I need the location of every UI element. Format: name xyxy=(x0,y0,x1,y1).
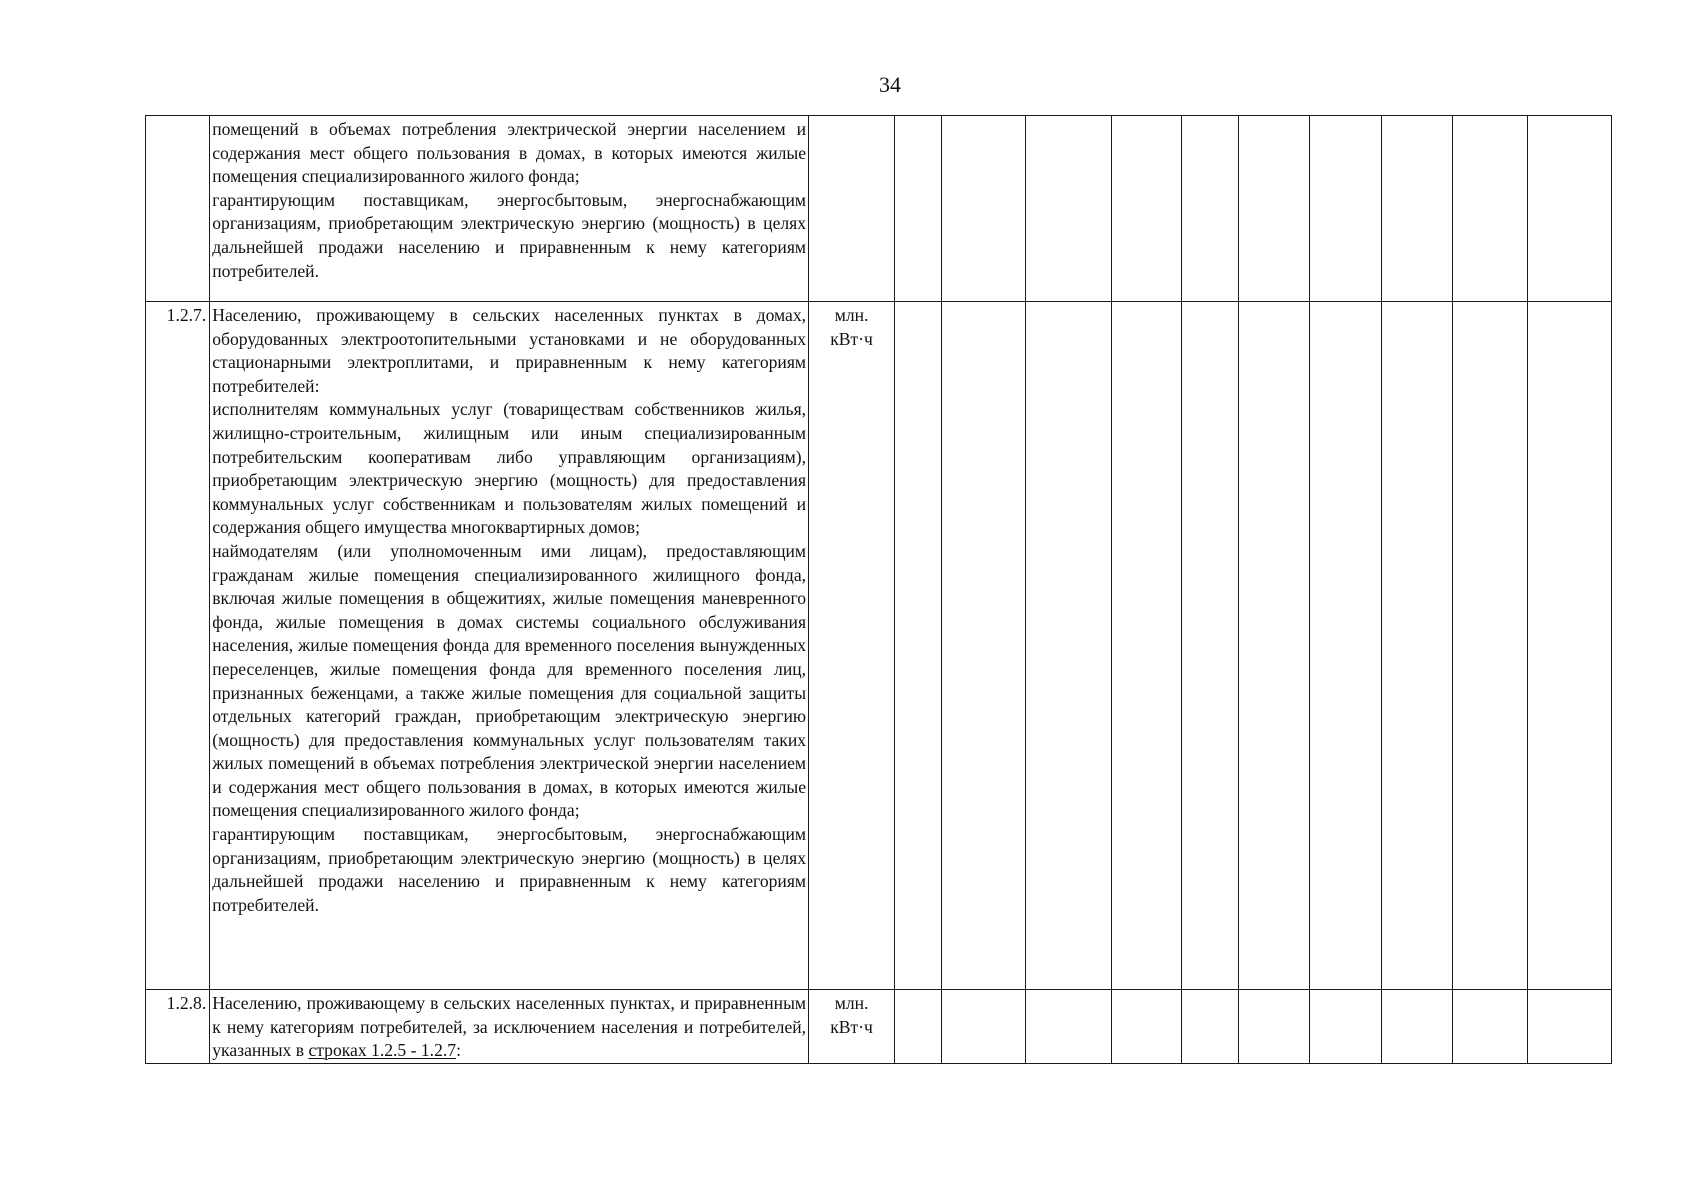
empty-value-cell xyxy=(1238,116,1309,302)
row-unit: млн. кВт·ч xyxy=(809,990,895,1064)
empty-value-cell xyxy=(895,116,942,302)
empty-value-cell xyxy=(1025,302,1111,990)
empty-value-cell xyxy=(1181,302,1238,990)
empty-value-cell xyxy=(1528,302,1612,990)
empty-value-cell xyxy=(1181,990,1238,1064)
rows-reference-link[interactable]: строках 1.2.5 - 1.2.7 xyxy=(308,1040,457,1061)
empty-value-cell xyxy=(1025,116,1111,302)
description-paragraph: гарантирующим поставщикам, энергосбытовым, энергоснабжающим организациям, приобретающим электрическую энергию (мощность) в целях дальнейшей продажи населению и приравненным к нему категориям потребителей. xyxy=(212,189,807,281)
empty-value-cell xyxy=(1025,990,1111,1064)
row-description xyxy=(210,116,809,302)
empty-value-cell xyxy=(1453,990,1528,1064)
empty-value-cell xyxy=(1310,990,1381,1064)
row-description xyxy=(210,990,809,1064)
description-paragraph: исполнителям коммунальных услуг (товариществам собственников жилья, жилищно-строительным, жилищным или иным специализированным потребительским кооперативам либо управляющим организациям), приобретающим электрическую энергию (мощность) для предоставления коммунальных услуг собственникам и пользователям жилых помещений и содержания общего имущества многоквартирных домов; xyxy=(212,399,807,538)
empty-value-cell xyxy=(1111,990,1181,1064)
description-paragraph: наймодателям (или уполномоченным ими лицам), предоставляющим гражданам жилые помещения специализированного жилищного фонда, включая жилые помещения в общежитиях, жилые помещения маневренного фонда, жилые помещения в домах системы социального обслуживания населения, жилые помещения фонда для временного поселения вынужденных переселенцев, жилые помещения фонда для временного поселения лиц, признанных беженцами, а также жилые помещения для социальной защиты отдельных категорий граждан, приобретающим электрическую энергию (мощность) для предоставления коммунальных услуг пользователям таких жилых помещений в объемах потребления электрической энергии населением и содержания мест общего пользования в домах, в которых имеются жилые помещения специализированного жилого фонда; xyxy=(212,540,807,821)
report-table xyxy=(145,115,1612,1064)
empty-value-cell xyxy=(1238,302,1309,990)
description-paragraph: Населению, проживающему в сельских населенных пунктах, и приравненным к нему категориям потребителей, за исключением населения и потребителей, указанных в строках 1.2.5 - 1.2.7: xyxy=(212,993,807,1061)
empty-value-cell xyxy=(941,116,1025,302)
empty-value-cell xyxy=(1310,116,1381,302)
row-number xyxy=(146,116,210,302)
empty-value-cell xyxy=(941,302,1025,990)
row-unit xyxy=(809,116,895,302)
table-row-continuation xyxy=(146,116,1612,302)
description-paragraph: Населению, проживающему в сельских населенных пунктах в домах, оборудованных электроотопительными установками и не оборудованных стационарными электроплитами, и приравненным к нему категориям потребителей: xyxy=(212,305,807,396)
empty-value-cell xyxy=(1381,990,1452,1064)
empty-value-cell xyxy=(895,990,942,1064)
empty-value-cell xyxy=(1111,116,1181,302)
description-paragraph: гарантирующим поставщикам, энергосбытовым, энергоснабжающим организациям, приобретающим электрическую энергию (мощность) в целях дальнейшей продажи населению и приравненным к нему категориям потребителей. xyxy=(212,824,807,915)
empty-value-cell xyxy=(1181,116,1238,302)
table-row-1-2-7 xyxy=(146,302,1612,990)
empty-value-cell xyxy=(1453,302,1528,990)
empty-value-cell xyxy=(1310,302,1381,990)
empty-value-cell xyxy=(1453,116,1528,302)
row-description xyxy=(210,302,809,990)
page-number: 34 xyxy=(879,72,901,97)
empty-value-cell xyxy=(1528,990,1612,1064)
empty-value-cell xyxy=(1381,302,1452,990)
description-paragraph: помещений в объемах потребления электрической энергии населением и содержания мест общего пользования в домах, в которых имеются жилые помещения специализированного жилого фонда; xyxy=(212,119,807,187)
row-number: 1.2.8. xyxy=(146,990,210,1064)
empty-value-cell xyxy=(895,302,942,990)
empty-value-cell xyxy=(1238,990,1309,1064)
row-number: 1.2.7. xyxy=(146,302,210,990)
empty-value-cell xyxy=(1528,116,1612,302)
empty-value-cell xyxy=(1381,116,1452,302)
empty-value-cell xyxy=(941,990,1025,1064)
table-row-1-2-8 xyxy=(146,990,1612,1064)
row-unit: млн. кВт·ч xyxy=(809,302,895,990)
empty-value-cell xyxy=(1111,302,1181,990)
